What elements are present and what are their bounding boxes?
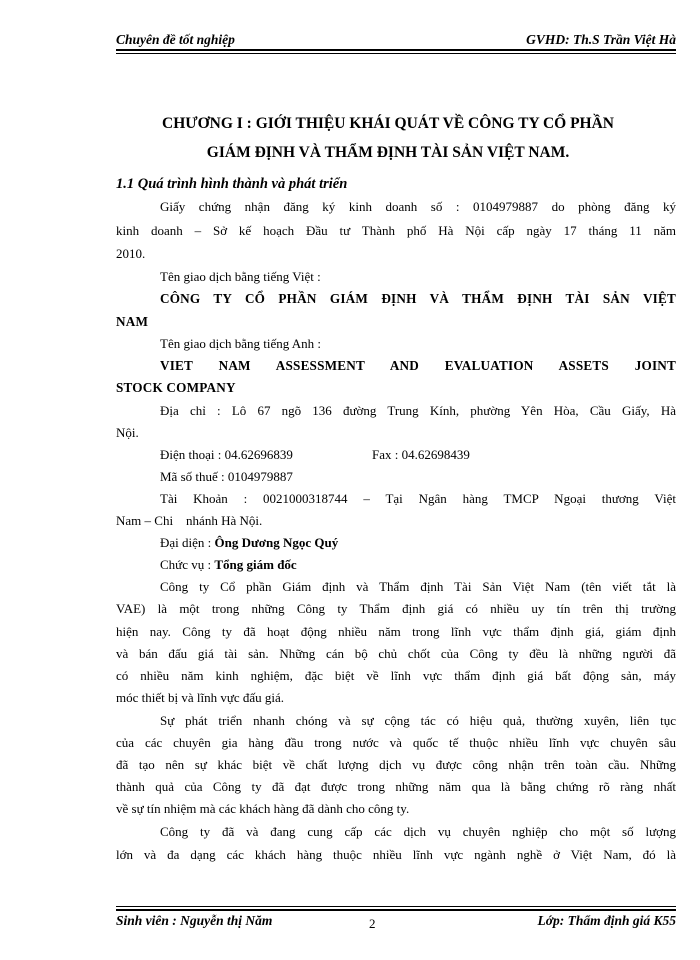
section-heading: 1.1 Quá trình hình thành và phát triển [116,176,348,192]
representative [160,534,338,551]
page-header [116,28,676,50]
tax-code: Mã số thuế : 0104979887 [160,469,293,484]
p2-line-5: về sự tín nhiệm mà các khách hàng đã dành cho công ty. [116,801,410,816]
page-footer [116,912,676,932]
p1-line-3: hiện nay. Công ty đã hoạt động nhiều năm trong lĩnh vực thẩm định giá, giám định [116,624,676,639]
en-name-line-2: STOCK COMPANY [116,380,236,395]
footer-student: Sinh viên : Nguyễn thị Năm [116,913,273,928]
p1-line-5: có nhiều năm kinh nghiệm, đặc biệt về lĩnh vực thẩm định giá bất động sản, máy [116,668,676,683]
header-right: GVHD: Th.S Trần Việt Hà [526,32,676,47]
footer-class: Lớp: Thẩm định giá K55 [537,913,676,928]
vn-name-line-1: CÔNG TY CỔ PHẦN GIÁM ĐỊNH VÀ THẨM ĐỊNH TÀI SẢN VIỆT [160,291,676,306]
account-line-2: Nam – Chi nhánh Hà Nội. [116,513,263,528]
phone-number: Điện thoại : 04.62696839 [160,447,293,462]
address-line-1: Địa chỉ : Lô 67 ngõ 136 đường Trung Kính, phường Yên Hòa, Cầu Giấy, Hà [160,403,676,418]
vn-name-line-2: NAM [116,314,149,329]
address-line-2: Nội. [116,425,139,440]
p3-line-1: Công ty đã và đang cung cấp các dịch vụ chuyên nghiệp cho một số lượng [160,824,676,839]
representative-label: Đại diện : [160,535,215,550]
license-line-3: 2010. [116,246,146,261]
header-rule-thin [116,53,676,54]
footer-rule-thin [116,906,676,907]
en-name-line-1: VIET NAM ASSESSMENT AND EVALUATION ASSETS JOINT [160,358,676,373]
representative-name: Ông Dương Ngọc Quý [214,535,339,550]
chapter-title-line-2: GIÁM ĐỊNH VÀ THẨM ĐỊNH TÀI SẢN VIỆT NAM. [206,144,570,161]
p3-line-2: lớn và đa dạng các khách hàng thuộc nhiều lĩnh vực ngành nghề ở Việt Nam, đó là [116,847,676,862]
position [160,556,297,573]
vn-name-label: Tên giao dịch bằng tiếng Việt : [160,269,321,284]
en-name-label: Tên giao dịch bằng tiếng Anh : [160,336,322,351]
p2-line-2: của các chuyên gia hàng đầu trong nước và quốc tế thuộc nhiều lĩnh vực chuyên sâu [116,735,676,750]
chapter-title-line-1: CHƯƠNG I : GIỚI THIỆU KHÁI QUÁT VỀ CÔNG TY CỔ PHẦN [162,115,614,132]
page-number: 2 [369,916,376,931]
header-left: Chuyên đề tốt nghiệp [116,32,235,47]
p1-line-6: móc thiết bị và lĩnh vực đấu giá. [116,690,285,705]
account-line-1: Tài Khoản : 0021000318744 – Tại Ngân hàng TMCP Ngoại thương Việt [160,491,676,506]
p2-line-1: Sự phát triển nhanh chóng và sự cộng tác có hiệu quả, thường xuyên, liên tục [160,713,676,728]
position-label: Chức vụ : [160,557,215,572]
p1-line-2: VAE) là một trong những Công ty Thẩm định giá có nhiều uy tín trên thị trường [116,601,676,616]
license-line-2: kinh doanh – Sở kế hoạch Đầu tư Thành phố Hà Nội cấp ngày 17 tháng 11 năm [116,223,676,238]
p1-line-1: Công ty Cổ phần Giám định và Thẩm định Tài Sản Việt Nam (tên viết tắt là [160,579,676,594]
p1-line-4: và bán đấu giá tài sản. Những cán bộ chủ chốt của Công ty đều là những người đã [116,646,676,661]
fax-number: Fax : 04.62698439 [372,447,470,462]
footer-rule [116,909,676,911]
license-line-1: Giấy chứng nhận đăng ký kinh doanh số : 0104979887 do phòng đăng ký [160,199,676,214]
position-value: Tổng giám đốc [214,557,297,572]
header-rule [116,49,676,51]
p2-line-4: thành quả của Công ty đã đạt được trong những năm qua là bằng chứng rõ ràng nhất [116,779,676,794]
p2-line-3: đã tạo nên sự khác biệt về chất lượng dịch vụ được công nhận trên toàn cầu. Những [116,757,676,772]
